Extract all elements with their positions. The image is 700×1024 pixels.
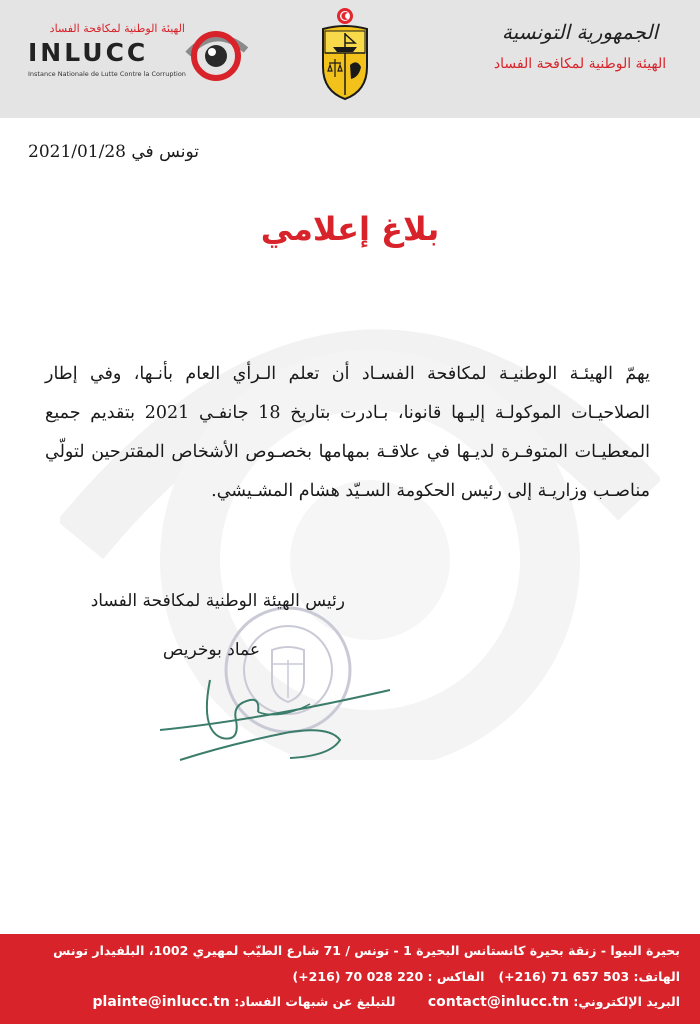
authority-name: الهيئة الوطنية لمكافحة الفساد [493, 56, 667, 72]
republic-name: الجمهورية التونسية [501, 20, 659, 44]
footer-phones [292, 969, 680, 984]
logo-french-name: Instance Nationale de Lutte Contre la Corruption [28, 70, 186, 78]
footer-address: بحيرة البيوا - زنقة بحيرة كانستانس البحيرة 1 - تونس / 71 شارع الطيّب لمهيري 1002، البلفيدار تونس [53, 943, 680, 958]
document-title: بلاغ إعلامي [260, 210, 440, 248]
footer-email-label: البريد الإلكتروني: [573, 994, 680, 1009]
footer-fax: الفاكس : 220 028 70 (216+) [292, 969, 485, 984]
report-email-link[interactable]: plainte@inlucc.tn [92, 994, 230, 1010]
signer-title: رئيس الهيئة الوطنية لمكافحة الفساد [90, 591, 345, 611]
footer-report-label: للتبليغ عن شبهات الفساد: [234, 994, 396, 1009]
logo-acronym: INLUCC [28, 38, 149, 67]
letterhead [0, 0, 700, 118]
document-body: يهمّ الهيئـة الوطنيـة لمكافحة الفسـاد أن تعلم الـرأي العام بأنـها، وفي إطار الصلاحيـات الموكولـة إليـها قانونا، بـادرت بتاريخ 18 جانفـي 2021 بتقديم جميع المعطيـات المتوفـرة لديـها في علاقـة بمهامها بخصـوص الأشخاص المقترحين لتولّي مناصـب وزاريـة إلى رئيس الحكومة السـيّد هشام المشـيشي. [45, 364, 650, 501]
footer-contact-bar [0, 934, 700, 1024]
footer-emails [93, 994, 681, 1010]
signer-name: عماد بوخريص [162, 640, 260, 660]
document-date: تونس في 2021/01/28 [28, 142, 200, 162]
tunisia-coat-of-arms-icon [315, 5, 375, 103]
contact-email-link[interactable]: contact@inlucc.tn [427, 994, 569, 1010]
republic-heading [490, 20, 670, 72]
footer-phone: الهاتف: 503 657 71 (216+) [498, 969, 680, 984]
eye-logo-icon [180, 20, 250, 84]
inlucc-logo [20, 20, 250, 84]
handwritten-signature [140, 660, 400, 770]
logo-arabic-name: الهيئة الوطنية لمكافحة الفساد [49, 22, 185, 35]
